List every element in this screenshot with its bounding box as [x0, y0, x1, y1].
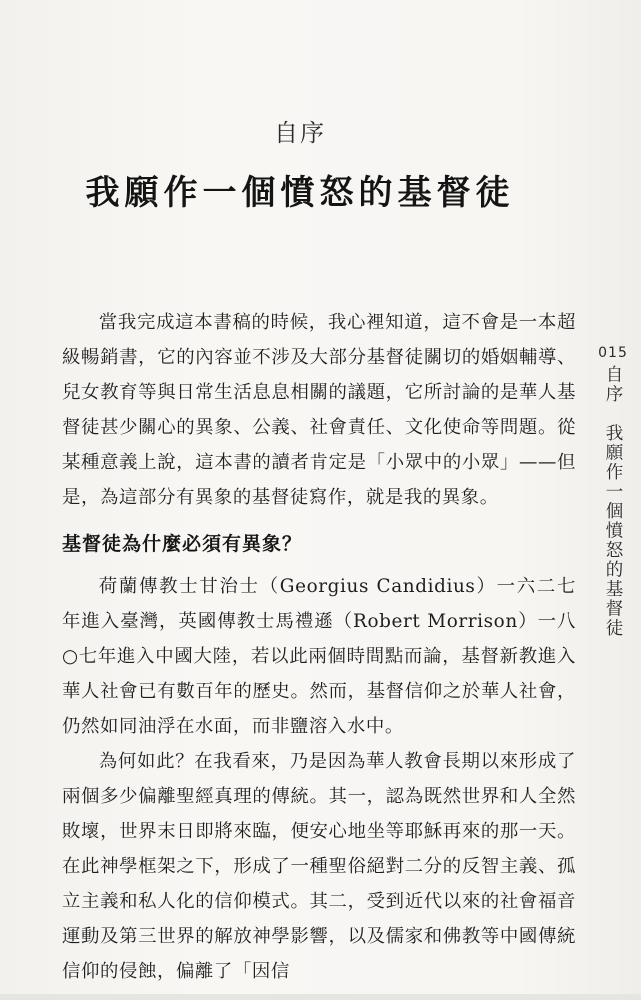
body-text: [62, 305, 576, 989]
section-heading: 基督徒為什麼必須有異象？: [62, 533, 303, 555]
page-number: 015: [598, 345, 628, 361]
running-head: 自序 我願作一個憤怒的基督徒: [603, 365, 623, 638]
paragraph-2: 荷蘭傳教士甘治士（Georgius Candidius）一六二七年進入臺灣，英國傳教士馬禮遜（Robert Morrison）一八○七年進入中國大陸，若以此兩個時間點而論，基督新教進入華人社會已有數百年的歷史。然而，基督信仰之於華人社會，仍然如同油浮在水面，而非鹽溶入水中。: [62, 576, 576, 737]
paragraph-1: 當我完成這本書稿的時候，我心裡知道，這不會是一本超級暢銷書，它的內容並不涉及大部分基督徒關切的婚姻輔導、兒女教育等與日常生活息息相關的議題，它所討論的是華人基督徒甚少關心的異象、公義、社會責任、文化使命等問題。從某種意義上說，這本書的讀者肯定是「小眾中的小眾」——但是，為這部分有異象的基督徒寫作，就是我的異象。: [62, 312, 576, 508]
side-margin: [590, 345, 636, 638]
chapter-title: 我願作一個憤怒的基督徒: [85, 173, 515, 213]
page-edge: [0, 994, 641, 1000]
paragraph-3: 為何如此？在我看來，乃是因為華人教會長期以來形成了兩個多少偏離聖經真理的傳統。其一，認為既然世界和人全然敗壞，世界末日即將來臨，便安心地坐等耶穌再來的那一天。在此神學框架之下，形成了一種聖俗絕對二分的反智主義、孤立主義和私人化的信仰模式。其二，受到近代以來的社會福音運動及第三世界的解放神學影響，以及儒家和佛教等中國傳統信仰的侵蝕，偏離了「因信: [62, 751, 576, 982]
chapter-kicker: 自序: [274, 119, 326, 147]
